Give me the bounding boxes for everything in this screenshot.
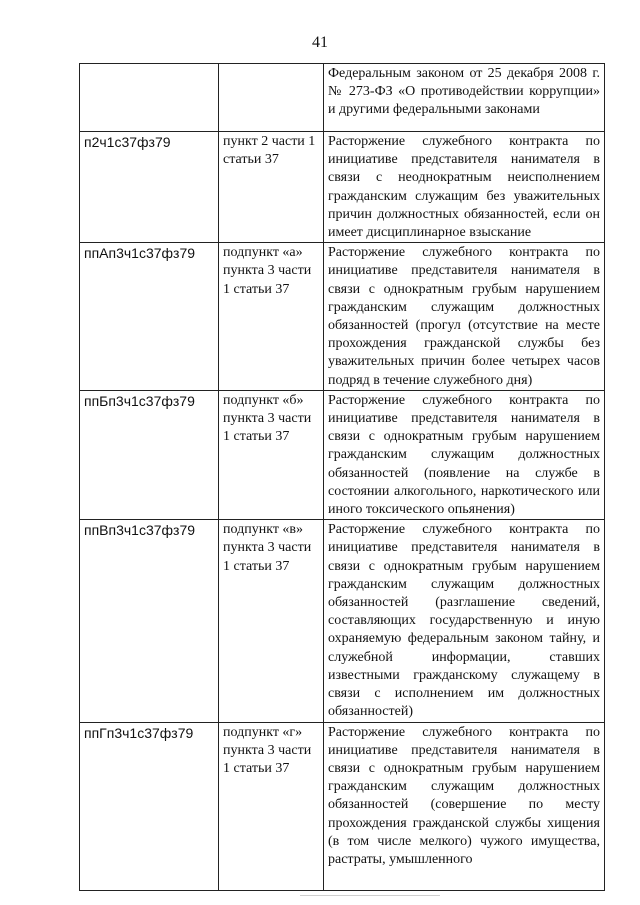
- page-number: 41: [312, 34, 328, 51]
- reference-cell: [219, 64, 324, 132]
- table-row: [80, 390, 605, 519]
- table-row: [80, 64, 605, 132]
- table-row: [80, 520, 605, 722]
- description-cell: Расторжение служебного контракта по инициативе представителя нанимателя в связи с однократным грубым нарушением гражданским служащим должностных обязанностей (прогул (отсутствие на месте прохождения гражданской службы без уважительных причин более четырех часов подряд в течение служебного дня): [324, 243, 605, 391]
- table-row: [80, 132, 605, 243]
- description-cell: Расторжение служебного контракта по инициативе представителя нанимателя в связи с неоднократным неисполнением гражданским служащим без уважительных причин должностных обязанностей, если он имеет дисциплинарное взыскание: [324, 132, 605, 243]
- code-cell: ппБп3ч1с37фз79: [80, 390, 219, 519]
- reference-cell: подпункт «б» пункта 3 части 1 статьи 37: [219, 390, 324, 519]
- table-row: [80, 722, 605, 890]
- reference-cell: подпункт «а» пункта 3 части 1 статьи 37: [219, 243, 324, 391]
- description-cell: Расторжение служебного контракта по инициативе представителя нанимателя в связи с однократным грубым нарушением гражданским служащим должностных обязанностей (появление на службе в состоянии алкогольного, наркотического или иного токсического опьянения): [324, 390, 605, 519]
- reference-cell: пункт 2 части 1 статьи 37: [219, 132, 324, 243]
- article-codes-table: [79, 63, 605, 891]
- scan-artifact-line: [300, 895, 440, 896]
- reference-cell: подпункт «в» пункта 3 части 1 статьи 37: [219, 520, 324, 722]
- reference-cell: подпункт «г» пункта 3 части 1 статьи 37: [219, 722, 324, 890]
- code-cell: п2ч1с37фз79: [80, 132, 219, 243]
- description-cell: Расторжение служебного контракта по инициативе представителя нанимателя в связи с однократным грубым нарушением гражданским служащим должностных обязанностей (совершение по месту прохождения гражданской службы хищения (в том числе мелкого) чужого имущества, растраты, умышленного: [324, 722, 605, 890]
- description-cell: Федеральным законом от 25 декабря 2008 г. № 273-ФЗ «О противодействии коррупции» и другими федеральными законами: [324, 64, 605, 132]
- code-cell: ппВп3ч1с37фз79: [80, 520, 219, 722]
- description-cell: Расторжение служебного контракта по инициативе представителя нанимателя в связи с однократным грубым нарушением гражданским служащим должностных обязанностей (разглашение сведений, составляющих государственную и иную охраняемую федеральным законом тайну, и служебной информации, ставших известными гражданскому служащему в связи с исполнением им должностных обязанностей): [324, 520, 605, 722]
- code-cell: [80, 64, 219, 132]
- code-cell: ппАп3ч1с37фз79: [80, 243, 219, 391]
- table-row: [80, 243, 605, 391]
- code-cell: ппГп3ч1с37фз79: [80, 722, 219, 890]
